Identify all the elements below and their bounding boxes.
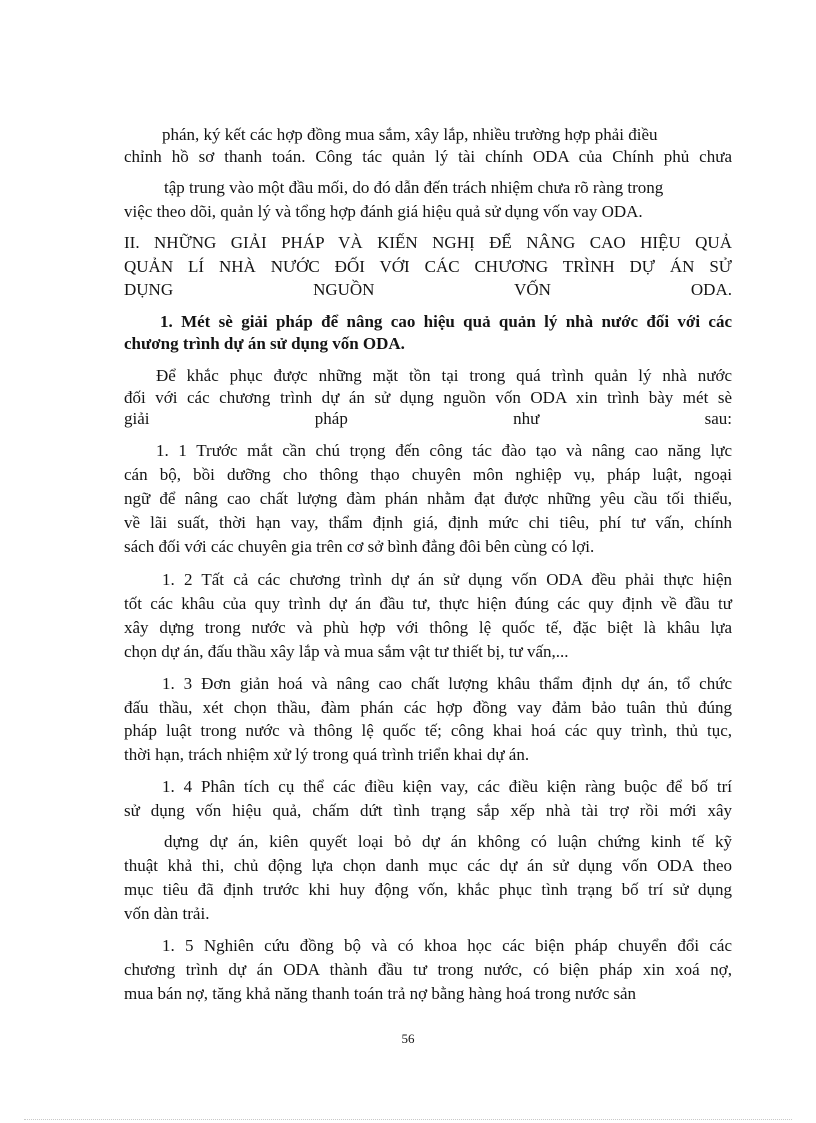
text-line: về lãi suất, thời hạn vay, thẩm định giá, định mức chi tiêu, phí tư vấn, chính	[124, 513, 732, 532]
text-line: Để khắc phục được những mặt tồn tại trong quá trình quản lý nhà nước	[156, 366, 732, 385]
text-line: xây dựng trong nước và phù hợp với thông lệ quốc tế, đặc biệt là khâu lựa	[124, 618, 732, 637]
text-line: đấu thầu, xét chọn thầu, đàm phán các hợp đồng vay đảm bảo tuân thủ đúng	[124, 698, 732, 717]
section-heading: QUẢN LÍ NHÀ NƯỚC ĐỐI VỚI CÁC CHƯƠNG TRÌNH DỰ ÁN SỬ	[124, 257, 732, 276]
text-line: pháp luật trong nước và thông lệ quốc tế; công khai hoá các quy trình, thủ tục,	[124, 721, 732, 740]
text-line: 1. 1 Trước mắt cần chú trọng đến công tác đào tạo và nâng cao năng lực	[156, 441, 732, 460]
text-line: mua bán nợ, tăng khả năng thanh toán trả nợ bằng hàng hoá trong nước sản	[124, 984, 637, 1003]
text-line: dựng dự án, kiên quyết loại bỏ dự án không có luận chứng kinh tế kỹ	[164, 832, 732, 851]
text-line: 1. 5 Nghiên cứu đồng bộ và có khoa học các biện pháp chuyển đổi các	[162, 936, 732, 955]
section-heading: II. NHỮNG GIẢI PHÁP VÀ KIẾN NGHỊ ĐỂ NÂNG CAO HIỆU QUẢ	[124, 233, 732, 252]
subsection-heading: chương trình dự án sử dụng vốn ODA.	[124, 334, 405, 353]
text-line: phán, ký kết các hợp đồng mua sắm, xây lắp, nhiều trường hợp phải điều	[162, 125, 658, 144]
text-line: chỉnh hồ sơ thanh toán. Công tác quản lý tài chính ODA của Chính phủ chưa	[124, 147, 732, 166]
text-line: thuật khả thi, chủ động lựa chọn danh mục các dự án sử dụng vốn ODA theo	[124, 856, 732, 875]
text-line: chọn dự án, đấu thầu xây lắp và mua sắm vật tư thiết bị, tư vấn,...	[124, 642, 569, 661]
text-line: đối với các chương trình dự án sử dụng nguồn vốn ODA xin trình bày mét sè	[124, 388, 732, 407]
text-line: thời hạn, trách nhiệm xử lý trong quá trình triển khai dự án.	[124, 745, 530, 764]
text-line: vốn dàn trải.	[124, 904, 210, 923]
text-line: chương trình dự án ODA thành đầu tư trong nước, có biện pháp xin xoá nợ,	[124, 960, 732, 979]
text-line: mục tiêu đã định trước khi huy động vốn, khắc phục tình trạng bố trí sử dụng	[124, 880, 732, 899]
text-line: ngữ để nâng cao chất lượng đàm phán nhằm đạt được những yêu cầu tối thiểu,	[124, 489, 732, 508]
text-line: sử dụng vốn hiệu quả, chấm dứt tình trạng sắp xếp nhà tài trợ rồi mới xây	[124, 801, 732, 820]
text-line: 1. 4 Phân tích cụ thể các điều kiện vay, các điều kiện ràng buộc để bố trí	[162, 777, 732, 796]
text-line: giải pháp như sau:	[124, 409, 732, 428]
page-number: 56	[401, 1031, 415, 1046]
text-line: sách đối với các chuyên gia trên cơ sở bình đẳng đôi bên cùng có lợi.	[124, 537, 595, 556]
text-line: tập trung vào một đầu mối, do đó dẫn đến trách nhiệm chưa rõ ràng trong	[164, 178, 664, 197]
text-line: 1. 3 Đơn giản hoá và nâng cao chất lượng khâu thẩm định dự án, tổ chức	[162, 674, 732, 693]
subsection-heading: 1. Mét sè giải pháp để nâng cao hiệu quả quản lý nhà nước đối với các	[160, 312, 732, 331]
section-heading: DỤNG NGUỒN VỐN ODA.	[124, 280, 732, 299]
text-line: tốt các khâu của quy trình dự án đầu tư, thực hiện đúng các quy định về đầu tư	[124, 594, 732, 613]
text-line: cán bộ, bồi dưỡng cho thông thạo chuyên môn nghiệp vụ, pháp luật, ngoại	[124, 465, 732, 484]
text-line: 1. 2 Tất cả các chương trình dự án sử dụng vốn ODA đều phải thực hiện	[162, 570, 732, 589]
page-bottom-border	[24, 1119, 792, 1120]
text-line: việc theo dõi, quản lý và tổng hợp đánh giá hiệu quả sử dụng vốn vay ODA.	[124, 202, 643, 221]
